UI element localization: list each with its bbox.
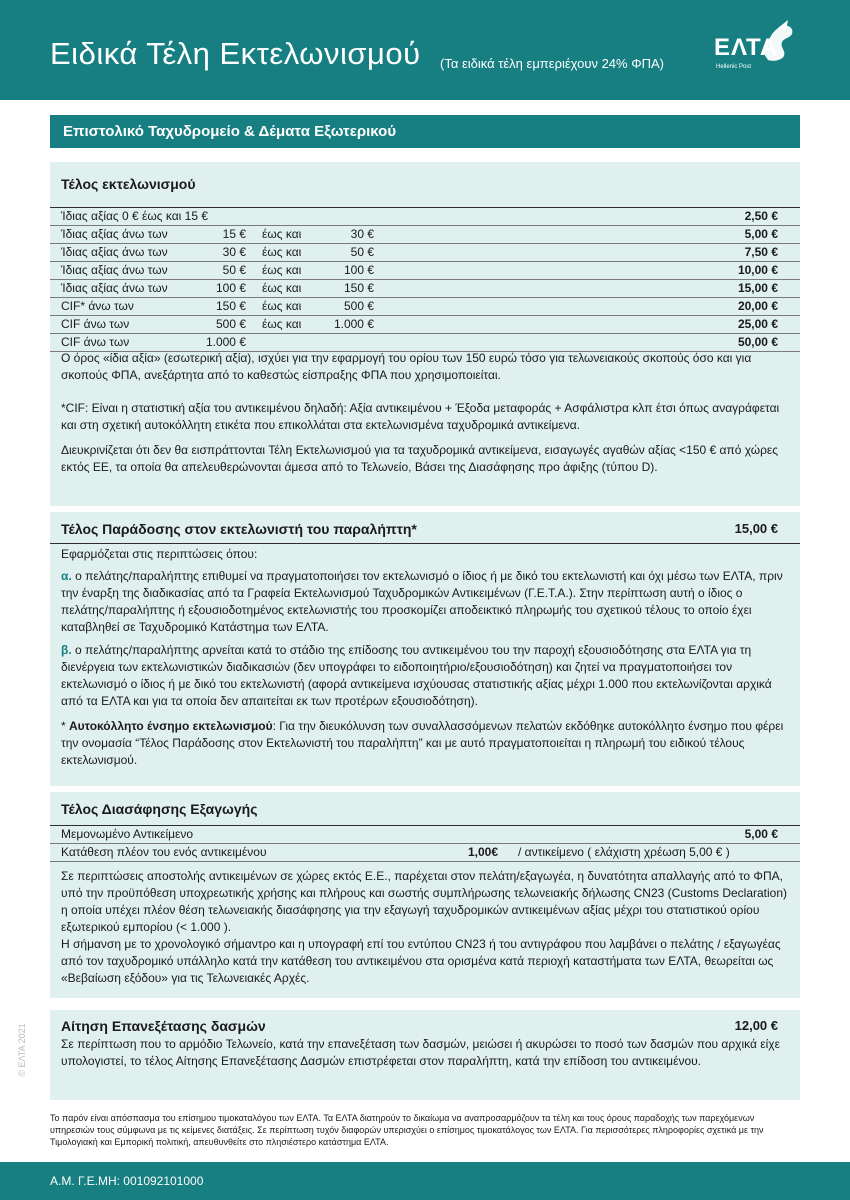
fee-row bbox=[50, 280, 800, 298]
fee-row-from: 150 € bbox=[215, 299, 246, 313]
fee-row-amount: 7,50 € bbox=[744, 245, 778, 259]
fee-row-to: 50 € bbox=[350, 245, 374, 259]
case-b-text: ο πελάτης/παραλήπτης αρνείται κατά το στάδιο της επίδοσης του αντικειμένου του την παροχή εξουσιοδότησης στα ΕΛΤΑ για τη διενέργεια των εκτελωνιστικών διαδικασιών (δεν υπογράφει το ειδοποιητήριο/εξουσιοδότηση) και ζητεί να πραγματοποιήσει τον εκτελωνισμό ο ίδιος ή με δικό του εκτελωνιστή (αφορά αντικείμενα ισχύουσας στατιστικής αξίας μέχρι 1.000 που εκτελωνίζονται αρχικά από τα ΕΛΤΑ και για τα οποία δεν απαιτείται εκ των προτέρων εξουσιοδότηση). bbox=[61, 643, 772, 708]
fee-row bbox=[50, 244, 800, 262]
fee-row-separator: έως και bbox=[262, 227, 302, 241]
sticker-bold: Αυτοκόλλητο ένσημο εκτελωνισμού bbox=[69, 719, 273, 733]
fee-row-basis: CIF άνω των bbox=[61, 317, 130, 331]
fee-row-from: 1.000 € bbox=[205, 335, 246, 349]
page-title: Ειδικά Τέλη Εκτελωνισμού bbox=[50, 36, 421, 71]
fee-row-basis: Ίδιας αξίας άνω των bbox=[61, 245, 168, 259]
sticker-note bbox=[61, 718, 791, 769]
review-fee-amount: 12,00 € bbox=[734, 1018, 778, 1033]
customs-fee-title: Τέλος εκτελωνισμού bbox=[61, 176, 196, 192]
header-bar bbox=[0, 0, 850, 100]
logo-text: ΕΛΤΑ bbox=[714, 34, 779, 61]
fee-row-separator: έως και bbox=[262, 317, 302, 331]
case-b-letter: β. bbox=[61, 643, 72, 657]
fee-row-from: 15 € bbox=[222, 227, 246, 241]
section-band-title: Επιστολικό Ταχυδρομείο & Δέματα Εξωτερικού bbox=[63, 123, 397, 140]
case-b bbox=[61, 642, 791, 710]
note-own-value: Ο όρος «ίδια αξία» (εσωτερική αξία), ισχύει για την εφαρμογή του ορίου των 150 ευρώ τόσο για τελωνειακούς σκοπούς όσο και για σκοπούς ΦΠΑ, ανεξάρτητα από το καθεστώς είσπραξης ΦΠΑ που χρησιμοποιείται. bbox=[61, 351, 752, 382]
fee-row-separator: έως και bbox=[262, 263, 302, 277]
export-para-2: Η σήμανση με το χρονολογικό σήμαντρο και η υπογραφή επί του εντύπου CN23 ή του αντιγράφου που λαμβάνει ο πελάτης / εξαγωγέας από τον ταχυδρομικό υπάλληλο κατά την κατάθεση του αντικειμένου στα ορισμένα κατά περιοχή καταστήματα των ΕΛΤΑ, θεωρείται ως «Βεβαίωση εξόδου» για τις Τελωνειακές Αρχές. bbox=[61, 937, 781, 985]
side-copyright bbox=[13, 1005, 29, 1105]
fee-row-to: 30 € bbox=[350, 227, 374, 241]
sticker-prefix: * bbox=[61, 719, 70, 733]
fee-row-basis: Ίδιας αξίας 0 € έως και 15 € bbox=[61, 209, 209, 223]
fee-row-from: 100 € bbox=[215, 281, 246, 295]
case-a-letter: α. bbox=[61, 569, 72, 583]
fee-row-basis: Ίδιας αξίας άνω των bbox=[61, 263, 168, 277]
export-fee-title: Τέλος Διασάφησης Εξαγωγής bbox=[61, 801, 258, 817]
fee-row-amount: 50,00 € bbox=[737, 335, 778, 349]
fee-row-amount: 25,00 € bbox=[737, 317, 778, 331]
export-row-multi bbox=[50, 844, 800, 862]
fee-row-from: 500 € bbox=[215, 317, 246, 331]
export-row-single bbox=[50, 826, 800, 844]
page-subtitle: (Τα ειδικά τέλη εμπεριέχουν 24% ΦΠΑ) bbox=[440, 56, 664, 71]
export-row-multi-suffix: / αντικείμενο ( ελάχιστη χρέωση 5,00 € ) bbox=[518, 845, 730, 859]
case-a-text: ο πελάτης/παραλήπτης επιθυμεί να πραγματοποιήσει τον εκτελωνισμό ο ίδιος ή με δικό του εκτελωνιστή και όχι μέσω των ΕΛΤΑ, πριν την έναρξη της διαδικασίας από τα Γραφεία Εκτελωνισμού Ταχυδρομικών Αντικειμένων (Γ.Ε.Τ.Α.). Στην περίπτωση αυτή ο ίδιος ο πελάτης/παραλήπτης ή εξουσιοδοτημένος εκτελωνιστής του προσκομίζει αποδεικτικό πληρωμής του σχετικού τέλους το οποίο έχει καταβληθεί σε Ταχυδρομικό Κατάστημα των ΕΛΤΑ. bbox=[61, 569, 783, 634]
fee-row-separator: έως και bbox=[262, 299, 302, 313]
note-cif: *CIF: Είναι η στατιστική αξία του αντικειμένου δηλαδή: Αξία αντικειμένου + Έξοδα μεταφοράς + Ασφάλιστρα κλπ έτσι όπως αναγράφεται και στη σχετική αυτοκόλλητη ετικέτα που επικολλάται στα εκτελωνισμένα ταχυδρομικά αντικείμενα. bbox=[61, 401, 780, 432]
export-row-multi-label: Κατάθεση πλέον του ενός αντικειμένου bbox=[61, 845, 267, 859]
elta-logo bbox=[714, 20, 804, 84]
fee-row-amount: 2,50 € bbox=[744, 209, 778, 223]
fee-row bbox=[50, 316, 800, 334]
fee-row-to: 500 € bbox=[343, 299, 374, 313]
delivery-fee-title: Τέλος Παράδοσης στον εκτελωνιστή του παραλήπτη* bbox=[61, 521, 417, 537]
fee-row-amount: 20,00 € bbox=[737, 299, 778, 313]
section-band bbox=[50, 115, 800, 148]
fee-row-to: 1.000 € bbox=[333, 317, 374, 331]
fee-row bbox=[50, 226, 800, 244]
case-a bbox=[61, 568, 791, 636]
delivery-fee-amount: 15,00 € bbox=[734, 521, 778, 536]
logo-tagline: Hellenic Post bbox=[716, 64, 752, 70]
registry-number: Α.Μ. Γ.Ε.ΜΗ: 001092101000 bbox=[50, 1174, 204, 1188]
review-fee-text: Σε περίπτωση που το αρμόδιο Τελωνείο, κατά την επανεξέταση των δασμών, μειώσει ή ακυρώσει το ποσό των δασμών που αρχικά είχε υπολογιστεί, το τέλος Αίτησης Επανεξέτασης Δασμών επιστρέφεται στον παραλήπτη, κατά την επίδοση του αντικειμένου. bbox=[61, 1037, 780, 1068]
fee-row-basis: Ίδιας αξίας άνω των bbox=[61, 281, 168, 295]
export-row-multi-amount: 1,00€ bbox=[468, 845, 499, 859]
review-fee-title: Αίτηση Επανεξέτασης δασμών bbox=[61, 1018, 266, 1034]
fee-row bbox=[50, 208, 800, 226]
export-fee-panel bbox=[50, 792, 800, 998]
fee-row bbox=[50, 262, 800, 280]
fee-row-separator: έως και bbox=[262, 281, 302, 295]
bottom-bar bbox=[0, 1162, 850, 1200]
sticker-text: : Για την διευκόλυνση των συναλλασσόμενων πελατών εκδόθηκε αυτοκόλλητο ένσημο που φέρει την ονομασία “Τέλος Παράδοσης στον Εκτελωνιστή του παραλήπτη” και με αυτό πραγματοποιείται η πληρωμή του ειδικού τέλους εκτελωνισμού. bbox=[61, 719, 784, 767]
fee-row-from: 50 € bbox=[222, 263, 246, 277]
export-row-single-amount: 5,00 € bbox=[744, 827, 778, 841]
fee-row-basis: Ίδιας αξίας άνω των bbox=[61, 227, 168, 241]
fee-row-to: 150 € bbox=[343, 281, 374, 295]
fee-row-amount: 15,00 € bbox=[737, 281, 778, 295]
delivery-fee-intro: Εφαρμόζεται στις περιπτώσεις όπου: bbox=[61, 547, 258, 561]
fee-row bbox=[50, 298, 800, 316]
review-fee-panel bbox=[50, 1010, 800, 1100]
fee-row-to: 100 € bbox=[343, 263, 374, 277]
note-exemption: Διευκρινίζεται ότι δεν θα εισπράττονται Τέλη Εκτελωνισμού για τα ταχυδρομικά αντικείμενα, εισαγωγές αγαθών αξίας <150 € από χώρες εκτός ΕΕ, τα οποία θα απελευθερώνονται άμεσα από το Τελωνείο, Βάσει της Διασάφησης προ άφιξης (τύπου D). bbox=[61, 443, 779, 474]
divider bbox=[50, 543, 800, 544]
customs-fee-panel bbox=[50, 162, 800, 506]
delivery-fee-panel bbox=[50, 512, 800, 786]
fee-row-amount: 10,00 € bbox=[737, 263, 778, 277]
fee-row-separator: έως και bbox=[262, 245, 302, 259]
fee-row-from: 30 € bbox=[222, 245, 246, 259]
fee-row-amount: 5,00 € bbox=[744, 227, 778, 241]
footer-note: Το παρόν είναι απόσπασμα του επίσημου τιμοκαταλόγου των ΕΛΤΑ. Τα ΕΛΤΑ διατηρούν το δικαίωμα να αναπροσαρμόζουν τα τέλη και τους όρους παραδοχής των παρεχόμενων υπηρεσιών τους σύμφωνα με τις κείμενες διατάξεις. Σε περίπτωση τυχόν διαφορών υπερισχύει ο επίσημος τιμοκατάλογος των ΕΛΤΑ. Για περισσότερες πληροφορίες σχετικά με την Τιμολογιακή και Εμπορική πολιτική, απευθυνθείτε στο πλησιέστερο κατάστημα ΕΛΤΑ. bbox=[50, 1113, 764, 1147]
export-para-1: Σε περιπτώσεις αποστολής αντικειμένων σε χώρες εκτός Ε.Ε., παρέχεται στον πελάτη/εξαγωγέα, η δυνατότητα απαλλαγής από το ΦΠΑ, υπό την προϋπόθεση υποχρεωτικής χρήσης και πλήρους και σωστής συμπλήρωσης τελωνειακής δήλωσης CN23 (Customs Declaration) η οποία υπέχει πλέον θέση τελωνειακής διασάφησης για την εξαγωγή ταχυδρομικών αντικειμένων αξίας μέχρι του στατιστικού ορίου εξωτερικού εμπορίου (< 1.000 ). bbox=[61, 869, 788, 934]
export-row-single-label: Μεμονωμένο Αντικείμενο bbox=[61, 827, 194, 841]
side-copyright-text: © ΕΛΤΑ 2021 bbox=[17, 1023, 27, 1077]
fee-row-basis: CIF* άνω των bbox=[61, 299, 134, 313]
fee-row-basis: CIF άνω των bbox=[61, 335, 130, 349]
